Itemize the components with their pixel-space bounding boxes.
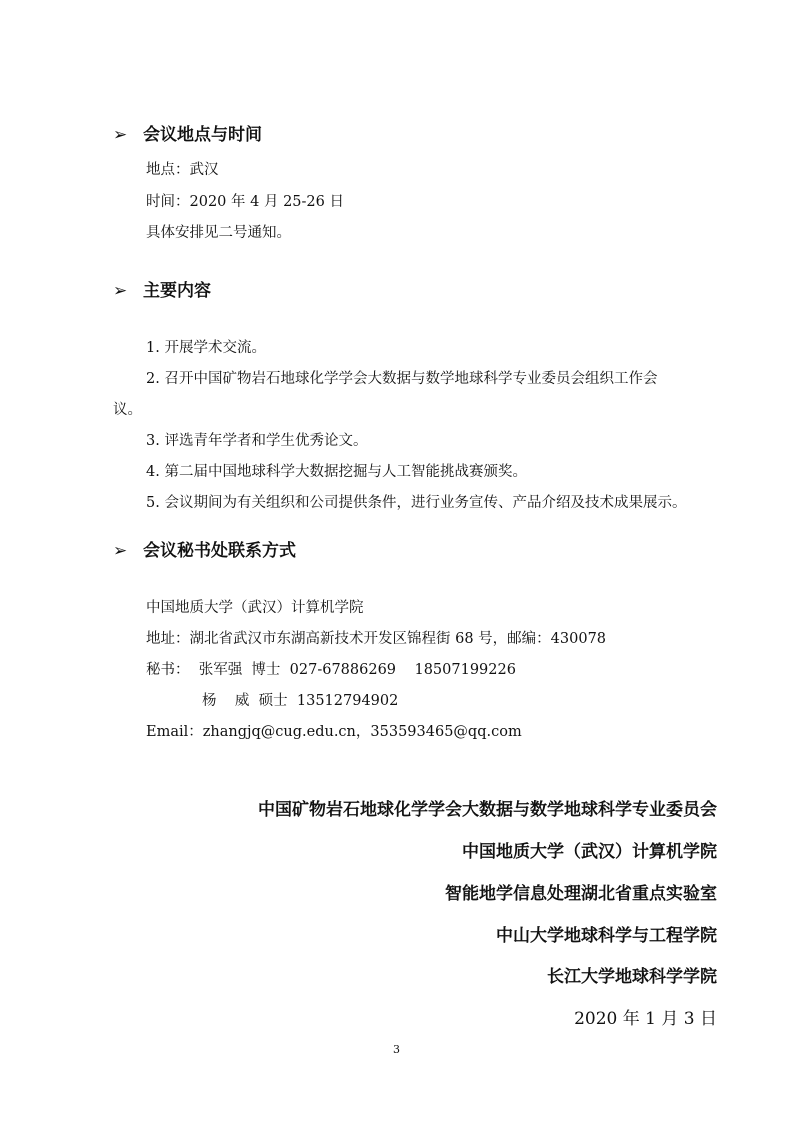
arrow-bullet-icon: ➢ bbox=[113, 541, 128, 561]
document-date: 2020 年 1 月 3 日 bbox=[574, 1009, 717, 1029]
venue-note: 具体安排见二号通知。 bbox=[146, 225, 291, 241]
section-title: 会议秘书处联系方式 bbox=[143, 541, 296, 561]
section-heading-venue bbox=[113, 124, 262, 146]
signature-org-4: 中山大学地球科学与工程学院 bbox=[496, 926, 717, 946]
signature-org-3: 智能地学信息处理湖北省重点实验室 bbox=[445, 884, 717, 904]
contact-address: 地址：湖北省武汉市东湖高新技术开发区锦程街 68 号，邮编：430078 bbox=[146, 631, 607, 647]
section-heading-contact bbox=[113, 540, 296, 562]
signature-org-5: 长江大学地球科学学院 bbox=[547, 967, 717, 987]
contact-secretary-2: 杨 威 硕士 13512794902 bbox=[202, 693, 399, 709]
venue-time: 时间：2020 年 4 月 25-26 日 bbox=[146, 194, 344, 210]
section-heading-contents bbox=[113, 280, 211, 302]
content-item-5: 5. 会议期间为有关组织和公司提供条件，进行业务宣传、产品介绍及技术成果展示。 bbox=[146, 495, 687, 511]
signature-org-1: 中国矿物岩石地球化学学会大数据与数学地球科学专业委员会 bbox=[258, 800, 717, 820]
venue-place: 地点：武汉 bbox=[146, 162, 219, 178]
contact-email: Email：zhangjq@cug.edu.cn，353593465@qq.com bbox=[146, 724, 522, 740]
contact-secretary-1: 秘书： 张军强 博士 027-67886269 18507199226 bbox=[146, 662, 516, 678]
page-number: 3 bbox=[393, 1043, 400, 1056]
content-item-2: 2. 召开中国矿物岩石地球化学学会大数据与数学地球科学专业委员会组织工作会 bbox=[146, 371, 658, 387]
contact-org: 中国地质大学（武汉）计算机学院 bbox=[146, 600, 364, 616]
content-item-2-cont: 议。 bbox=[113, 402, 142, 418]
arrow-bullet-icon: ➢ bbox=[113, 281, 128, 301]
section-title: 主要内容 bbox=[143, 281, 211, 301]
section-title: 会议地点与时间 bbox=[143, 125, 262, 145]
arrow-bullet-icon: ➢ bbox=[113, 125, 128, 145]
content-item-1: 1. 开展学术交流。 bbox=[146, 340, 266, 356]
signature-org-2: 中国地质大学（武汉）计算机学院 bbox=[462, 842, 717, 862]
content-item-4: 4. 第二届中国地球科学大数据挖掘与人工智能挑战赛颁奖。 bbox=[146, 464, 527, 480]
content-item-3: 3. 评选青年学者和学生优秀论文。 bbox=[146, 433, 368, 449]
